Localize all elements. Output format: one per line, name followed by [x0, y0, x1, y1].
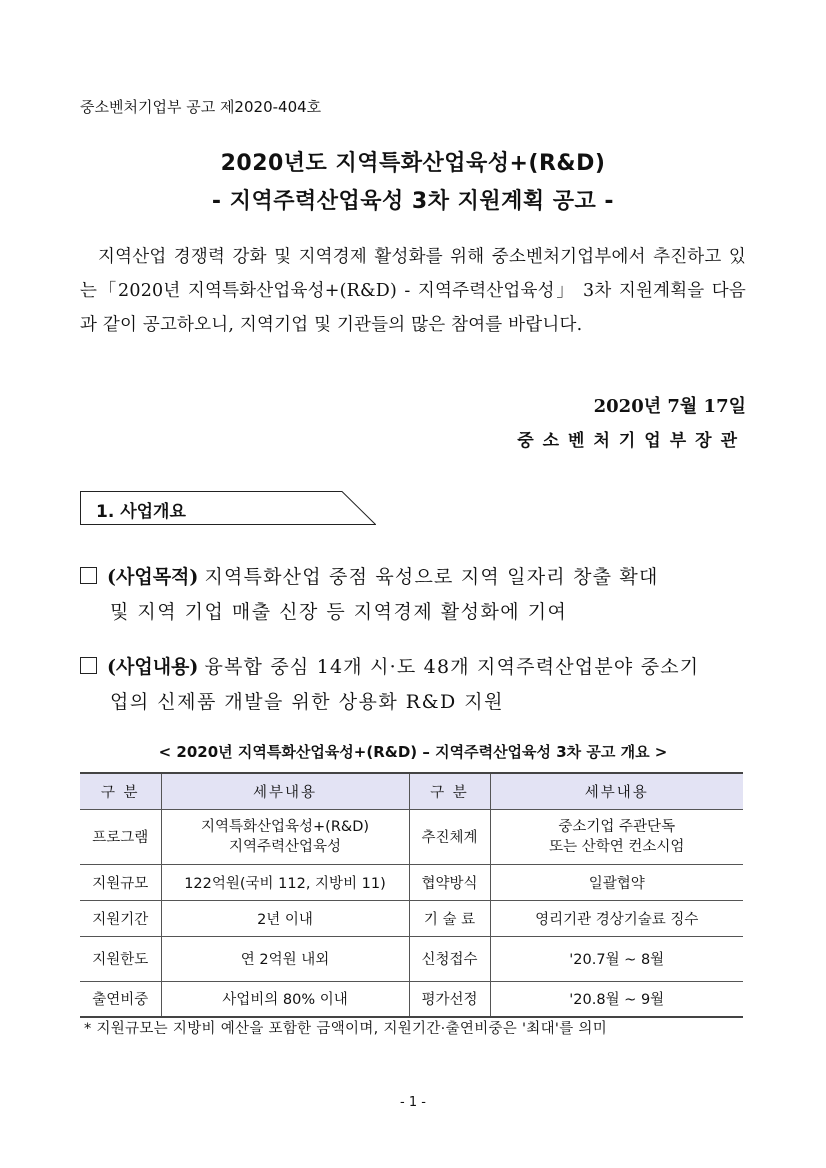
notice-number: 중소벤처기업부 공고 제2020-404호: [80, 98, 322, 116]
table-row: [80, 900, 743, 936]
table-header-cell: 구 분: [80, 773, 161, 809]
bullet-text-continued: 업의 신제품 개발을 위한 상용화 R&D 지원: [110, 691, 504, 713]
table-cell: 신청접수: [409, 936, 490, 981]
bullet-text: 융복합 중심 14개 시·도 48개 지역주력산업분야 중소기: [204, 656, 700, 678]
announcement-date: 2020년 7월 17일: [593, 396, 746, 417]
table-cell: 지원한도: [80, 936, 161, 981]
bullet-heading: (사업목적): [107, 566, 199, 588]
intro-paragraph: 지역산업 경쟁력 강화 및 지역경제 활성화를 위해 중소벤처기업부에서 추진하고 있는「2020년 지역특화산업육성+(R&D) - 지역주력산업육성」 3차 지원계획을 다음과 같이 공고하오니, 지역기업 및 기관들의 많은 참여를 바랍니다.: [80, 247, 746, 335]
table-cell: 협약방식: [409, 864, 490, 900]
table-cell: 평가선정: [409, 981, 490, 1017]
bullet-text-continued: 및 지역 기업 매출 신장 등 지역경제 활성화에 기여: [110, 601, 568, 623]
table-cell: 출연비중: [80, 981, 161, 1017]
table-cell: 지원기간: [80, 900, 161, 936]
checkbox-square-icon: [80, 657, 97, 674]
checkbox-square-icon: [80, 567, 97, 584]
table-cell: 2년 이내: [161, 900, 409, 936]
table-header-cell: 세부내용: [490, 773, 743, 809]
issuer-name: 중소벤처기업부장관: [517, 431, 746, 451]
table-cell: 사업비의 80% 이내: [161, 981, 409, 1017]
table-cell: [161, 809, 409, 864]
table-cell: 기 술 료: [409, 900, 490, 936]
table-row: [80, 936, 743, 981]
cell-line: 지역주력산업육성: [228, 838, 342, 855]
document-subtitle: - 지역주력산업육성 3차 지원계획 공고 -: [211, 189, 615, 214]
table-cell: 지원규모: [80, 864, 161, 900]
table-cell: 122억원(국비 112, 지방비 11): [161, 864, 409, 900]
bullet-content: [80, 650, 746, 720]
page-number: - 1 -: [400, 1095, 426, 1110]
cell-line: 중소기업 주관단독: [558, 818, 676, 835]
document-title: 2020년도 지역특화산업육성+(R&D): [220, 151, 606, 176]
bullet-text: 지역특화산업 중점 육성으로 지역 일자리 창출 확대: [204, 566, 659, 588]
footnote: * 지원규모는 지방비 예산을 포함한 금액이며, 지원기간·출연비중은 '최대'를 의미: [84, 1021, 608, 1037]
table-caption: < 2020년 지역특화산업육성+(R&D) – 지역주력산업육성 3차 공고 개요 >: [158, 743, 668, 761]
table-cell: 영리기관 경상기술료 징수: [490, 900, 743, 936]
table-cell: 일괄협약: [490, 864, 743, 900]
table-row: [80, 809, 743, 864]
cell-line: 또는 산학연 컨소시엄: [549, 838, 685, 855]
table-row: [80, 981, 743, 1017]
bullet-purpose: [80, 560, 746, 630]
table-cell: 연 2억원 내외: [161, 936, 409, 981]
bullet-heading: (사업내용): [107, 656, 199, 678]
table-cell: 프로그램: [80, 809, 161, 864]
table-header-cell: 세부내용: [161, 773, 409, 809]
table-cell: [490, 809, 743, 864]
table-row: [80, 864, 743, 900]
table-header-cell: 구 분: [409, 773, 490, 809]
section-title: 1. 사업개요: [96, 502, 186, 522]
table-cell: '20.8월 ~ 9월: [490, 981, 743, 1017]
overview-table: [80, 772, 743, 1018]
table-cell: '20.7월 ~ 8월: [490, 936, 743, 981]
table-cell: 추진체계: [409, 809, 490, 864]
cell-line: 지역특화산업육성+(R&D): [200, 818, 370, 835]
table-header-row: [80, 773, 743, 809]
